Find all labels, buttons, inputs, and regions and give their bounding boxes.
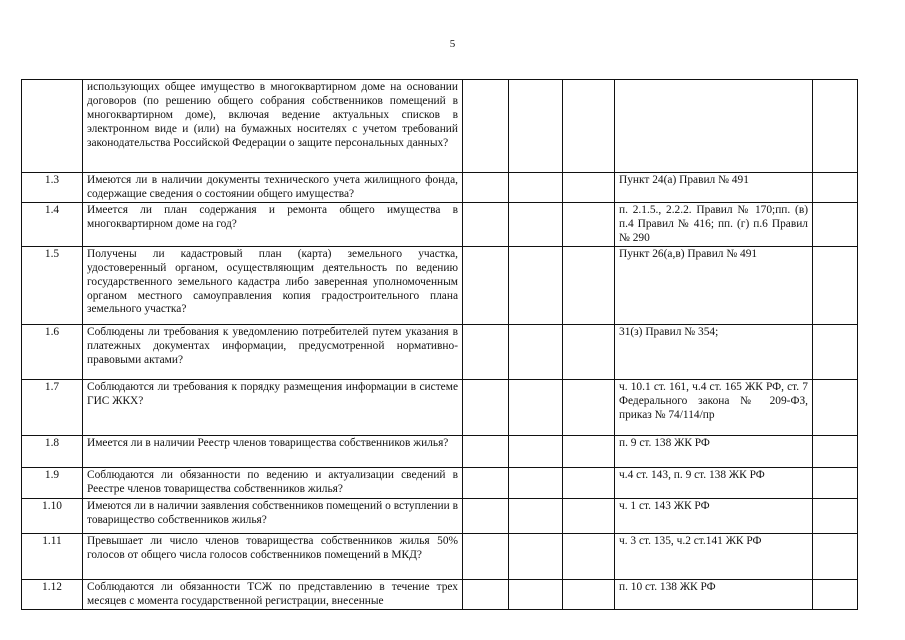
- question-cell: Соблюдаются ли требования к порядку размещения информации в системе ГИС ЖКХ?: [83, 379, 463, 435]
- item-number-cell: 1.12: [22, 579, 83, 609]
- legal-reference-cell: п. 9 ст. 138 ЖК РФ: [615, 435, 813, 467]
- legal-reference-cell: п. 2.1.5., 2.2.2. Правил № 170;пп. (в) п.4 Правил № 416; пп. (г) п.6 Правил № 290: [615, 202, 813, 246]
- page-number: 5: [449, 38, 456, 50]
- legal-reference-cell: п. 10 ст. 138 ЖК РФ: [615, 579, 813, 609]
- item-number-cell: 1.10: [22, 498, 83, 533]
- question-cell: Имеются ли в наличии документы технического учета жилищного фонда, содержащие сведения о состоянии общего имущества?: [83, 173, 463, 203]
- answer-no-cell: [509, 324, 563, 379]
- item-number-cell: 1.4: [22, 202, 83, 246]
- answer-na-cell: [563, 467, 615, 498]
- answer-yes-cell: [463, 202, 509, 246]
- item-number-cell: [22, 80, 83, 173]
- table-row: [22, 173, 858, 203]
- table-row: [22, 324, 858, 379]
- item-number-cell: 1.8: [22, 435, 83, 467]
- table-row: [22, 579, 858, 609]
- answer-na-cell: [563, 379, 615, 435]
- note-cell: [813, 173, 858, 203]
- item-number-cell: 1.9: [22, 467, 83, 498]
- note-cell: [813, 379, 858, 435]
- answer-no-cell: [509, 202, 563, 246]
- answer-no-cell: [509, 246, 563, 324]
- answer-na-cell: [563, 324, 615, 379]
- legal-reference-cell: ч. 1 ст. 143 ЖК РФ: [615, 498, 813, 533]
- table-row: [22, 379, 858, 435]
- table-row: [22, 80, 858, 173]
- question-cell: Имеется ли план содержания и ремонта общего имущества в многоквартирном доме на год?: [83, 202, 463, 246]
- item-number-cell: 1.6: [22, 324, 83, 379]
- legal-reference-cell: ч. 10.1 ст. 161, ч.4 ст. 165 ЖК РФ, ст. 7 Федерального закона № 209-ФЗ, приказ № 74/114/пр: [615, 379, 813, 435]
- question-cell: Соблюдаются ли обязанности ТСЖ по представлению в течение трех месяцев с момента государственной регистрации, внесенные: [83, 579, 463, 609]
- table-row: [22, 533, 858, 579]
- question-cell: Превышает ли число членов товарищества собственников жилья 50% голосов от общего числа голосов собственников помещений в МКД?: [83, 533, 463, 579]
- table-row: [22, 202, 858, 246]
- note-cell: [813, 467, 858, 498]
- table-row: [22, 498, 858, 533]
- answer-no-cell: [509, 498, 563, 533]
- answer-no-cell: [509, 379, 563, 435]
- note-cell: [813, 435, 858, 467]
- legal-reference-cell: Пункт 26(а,в) Правил № 491: [615, 246, 813, 324]
- checklist-table: [21, 79, 858, 610]
- answer-yes-cell: [463, 498, 509, 533]
- note-cell: [813, 533, 858, 579]
- question-cell: Соблюдены ли требования к уведомлению потребителей путем указания в платежных документах информации, предусмотренной нормативно-правовыми актами?: [83, 324, 463, 379]
- answer-yes-cell: [463, 379, 509, 435]
- legal-reference-cell: Пункт 24(а) Правил № 491: [615, 173, 813, 203]
- question-cell: Соблюдаются ли обязанности по ведению и актуализации сведений в Реестре членов товарищества собственников жилья?: [83, 467, 463, 498]
- table-row: [22, 467, 858, 498]
- note-cell: [813, 498, 858, 533]
- answer-na-cell: [563, 533, 615, 579]
- note-cell: [813, 202, 858, 246]
- note-cell: [813, 80, 858, 173]
- question-cell: использующих общее имущество в многоквартирном доме на основании договоров (по решению общего собрания собственников помещений в многоквартирном доме), включая ведение актуальных списков в электронном виде и (или) на бумажных носителях с учетом требований законодательства Российской Федерации о защите персональных данных?: [83, 80, 463, 173]
- answer-no-cell: [509, 467, 563, 498]
- table-row: [22, 435, 858, 467]
- answer-no-cell: [509, 533, 563, 579]
- item-number-cell: 1.7: [22, 379, 83, 435]
- item-number-cell: 1.11: [22, 533, 83, 579]
- legal-reference-cell: 31(з) Правил № 354;: [615, 324, 813, 379]
- answer-yes-cell: [463, 80, 509, 173]
- answer-yes-cell: [463, 533, 509, 579]
- item-number-cell: 1.5: [22, 246, 83, 324]
- note-cell: [813, 579, 858, 609]
- legal-reference-cell: ч.4 ст. 143, п. 9 ст. 138 ЖК РФ: [615, 467, 813, 498]
- legal-reference-cell: ч. 3 ст. 135, ч.2 ст.141 ЖК РФ: [615, 533, 813, 579]
- note-cell: [813, 324, 858, 379]
- answer-na-cell: [563, 202, 615, 246]
- answer-no-cell: [509, 173, 563, 203]
- answer-na-cell: [563, 246, 615, 324]
- answer-yes-cell: [463, 435, 509, 467]
- question-cell: Имеется ли в наличии Реестр членов товарищества собственников жилья?: [83, 435, 463, 467]
- answer-no-cell: [509, 80, 563, 173]
- answer-na-cell: [563, 498, 615, 533]
- legal-reference-cell: [615, 80, 813, 173]
- answer-yes-cell: [463, 173, 509, 203]
- answer-yes-cell: [463, 467, 509, 498]
- answer-na-cell: [563, 80, 615, 173]
- answer-na-cell: [563, 579, 615, 609]
- question-cell: Имеются ли в наличии заявления собственников помещений о вступлении в товарищество собственников жилья?: [83, 498, 463, 533]
- answer-na-cell: [563, 435, 615, 467]
- answer-yes-cell: [463, 246, 509, 324]
- answer-na-cell: [563, 173, 615, 203]
- answer-no-cell: [509, 579, 563, 609]
- note-cell: [813, 246, 858, 324]
- answer-no-cell: [509, 435, 563, 467]
- answer-yes-cell: [463, 324, 509, 379]
- question-cell: Получены ли кадастровый план (карта) земельного участка, удостоверенный органом, осуществляющим деятельность по ведению государственного земельного кадастра либо заверенная уполномоченным органом местного самоуправления копия градостроительного плана земельного участка?: [83, 246, 463, 324]
- table-row: [22, 246, 858, 324]
- item-number-cell: 1.3: [22, 173, 83, 203]
- answer-yes-cell: [463, 579, 509, 609]
